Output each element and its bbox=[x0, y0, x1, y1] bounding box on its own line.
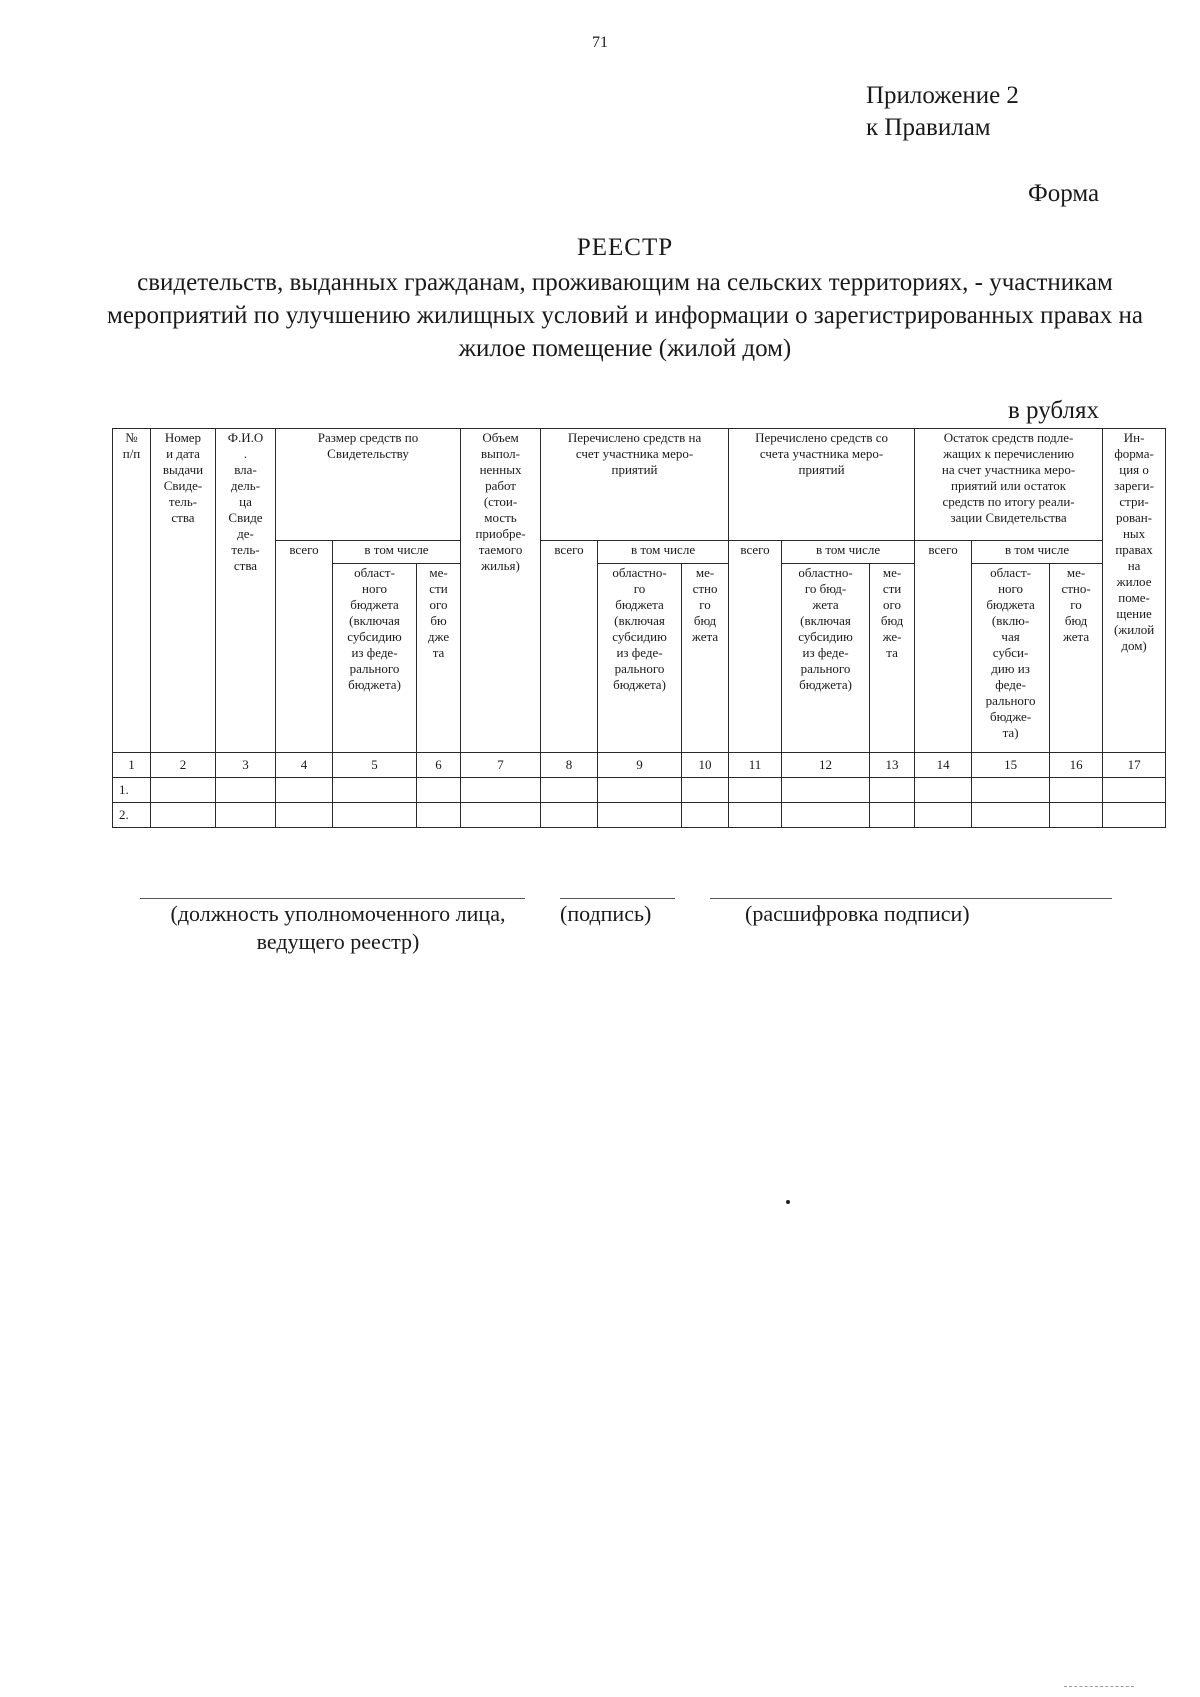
header-local-budget-3: ме- сти ого бюд же- та bbox=[870, 564, 915, 753]
table-cell bbox=[682, 803, 729, 828]
column-number: 10 bbox=[682, 753, 729, 778]
position-caption: (должность уполномоченного лица, ведущего реестр) bbox=[170, 901, 506, 954]
table-cell bbox=[682, 778, 729, 803]
table-row bbox=[113, 778, 1166, 803]
signature-line bbox=[560, 898, 675, 899]
header-certificate-number-date: Номер и дата выдачи Свиде- тель- ства bbox=[151, 429, 216, 753]
column-number: 9 bbox=[598, 753, 682, 778]
column-number: 17 bbox=[1103, 753, 1166, 778]
signature-caption: (подпись) bbox=[560, 901, 652, 926]
scan-corner-mark bbox=[1064, 1686, 1134, 1693]
table-cell bbox=[541, 778, 598, 803]
row-number: 2. bbox=[113, 803, 151, 828]
document-title: РЕЕСТР bbox=[576, 234, 674, 261]
table-cell bbox=[1103, 803, 1166, 828]
header-total-3: всего bbox=[729, 541, 782, 753]
header-regional-budget-3: областно- го бюд- жета (включая субсидию из феде- рального бюджета) bbox=[782, 564, 870, 753]
header-local-budget-4: ме- стно- го бюд жета bbox=[1050, 564, 1103, 753]
column-number: 12 bbox=[782, 753, 870, 778]
stray-dot bbox=[786, 1200, 790, 1204]
table-cell bbox=[782, 803, 870, 828]
column-numbers-row bbox=[113, 753, 1166, 778]
table-cell bbox=[276, 803, 333, 828]
table-cell bbox=[729, 803, 782, 828]
appendix-note bbox=[866, 80, 1019, 144]
table-row bbox=[113, 803, 1166, 828]
column-number: 13 bbox=[870, 753, 915, 778]
header-registered-rights-info: Ин- форма- ция о зареги- стри- рован- ных правах на жилое поме- щение (жилой дом) bbox=[1103, 429, 1166, 753]
header-total-2: всего bbox=[541, 541, 598, 753]
header-number: № п/п bbox=[113, 429, 151, 753]
column-number: 16 bbox=[1050, 753, 1103, 778]
table-cell bbox=[417, 803, 461, 828]
row-number: 1. bbox=[113, 778, 151, 803]
table-cell bbox=[782, 778, 870, 803]
header-including-2: в том числе bbox=[598, 541, 729, 564]
table-cell bbox=[1103, 778, 1166, 803]
table-cell bbox=[333, 778, 417, 803]
header-regional-budget-1: област- ного бюджета (включая субсидию из феде- рального бюджета) bbox=[333, 564, 417, 753]
header-work-volume: Объем выпол- ненных работ (стои- мость приобре- таемого жилья) bbox=[461, 429, 541, 753]
decoding-caption: (расшифровка подписи) bbox=[745, 901, 970, 926]
page-number: 71 bbox=[592, 34, 608, 51]
column-number: 2 bbox=[151, 753, 216, 778]
table-cell bbox=[461, 803, 541, 828]
table-cell bbox=[541, 803, 598, 828]
header-total-4: всего bbox=[915, 541, 972, 753]
table-cell bbox=[216, 803, 276, 828]
column-number: 14 bbox=[915, 753, 972, 778]
column-number: 5 bbox=[333, 753, 417, 778]
column-number: 1 bbox=[113, 753, 151, 778]
table-cell bbox=[870, 778, 915, 803]
table-cell bbox=[1050, 803, 1103, 828]
column-number: 7 bbox=[461, 753, 541, 778]
appendix-line-2: к Правилам bbox=[866, 114, 991, 141]
table-cell bbox=[972, 803, 1050, 828]
table-cell bbox=[151, 803, 216, 828]
table-cell bbox=[729, 778, 782, 803]
header-owner-name: Ф.И.О . вла- дель- ца Свиде де- тель- ства bbox=[216, 429, 276, 753]
header-regional-budget-2: областно- го бюджета (включая субсидию из феде- рального бюджета) bbox=[598, 564, 682, 753]
document-subtitle: свидетельств, выданных гражданам, проживающим на сельских территориях, - участникам мероприятий по улучшению жилищных условий и информации о зарегистрированных правах на жилое помещение (жилой дом) bbox=[107, 269, 1143, 362]
header-transferred-from-account: Перечислено средств со счета участника меро- приятий bbox=[729, 429, 915, 541]
table-cell bbox=[1050, 778, 1103, 803]
header-including-3: в том числе bbox=[782, 541, 915, 564]
form-label: Форма bbox=[1028, 180, 1100, 207]
header-certificate-amount: Размер средств по Свидетельству bbox=[276, 429, 461, 541]
registry-table bbox=[112, 428, 1166, 828]
table-cell bbox=[870, 803, 915, 828]
header-total-1: всего bbox=[276, 541, 333, 753]
table-cell bbox=[276, 778, 333, 803]
column-number: 4 bbox=[276, 753, 333, 778]
header-local-budget-1: ме- сти ого бю дже та bbox=[417, 564, 461, 753]
header-remaining-funds: Остаток средств подле- жащих к перечислению на счет участника меро- приятий или остаток средств по итогу реали- зации Свидетельства bbox=[915, 429, 1103, 541]
table-cell bbox=[598, 803, 682, 828]
header-local-budget-2: ме- стно го бюд жета bbox=[682, 564, 729, 753]
position-signature-line bbox=[140, 898, 525, 899]
units-label: в рублях bbox=[1008, 397, 1099, 424]
header-including-1: в том числе bbox=[333, 541, 461, 564]
column-number: 3 bbox=[216, 753, 276, 778]
table-cell bbox=[461, 778, 541, 803]
column-number: 8 bbox=[541, 753, 598, 778]
table-cell bbox=[333, 803, 417, 828]
table-cell bbox=[972, 778, 1050, 803]
table-cell bbox=[915, 778, 972, 803]
decoding-signature-line bbox=[710, 898, 1112, 899]
appendix-line-1: Приложение 2 bbox=[866, 82, 1019, 109]
column-number: 11 bbox=[729, 753, 782, 778]
header-transferred-to-account: Перечислено средств на счет участника меро- приятий bbox=[541, 429, 729, 541]
header-regional-budget-4: област- ного бюджета (вклю- чая субси- дию из феде- рального бюдже- та) bbox=[972, 564, 1050, 753]
table-cell bbox=[915, 803, 972, 828]
column-number: 15 bbox=[972, 753, 1050, 778]
table-cell bbox=[216, 778, 276, 803]
column-number: 6 bbox=[417, 753, 461, 778]
table-cell bbox=[598, 778, 682, 803]
table-cell bbox=[417, 778, 461, 803]
header-including-4: в том числе bbox=[972, 541, 1103, 564]
table-cell bbox=[151, 778, 216, 803]
